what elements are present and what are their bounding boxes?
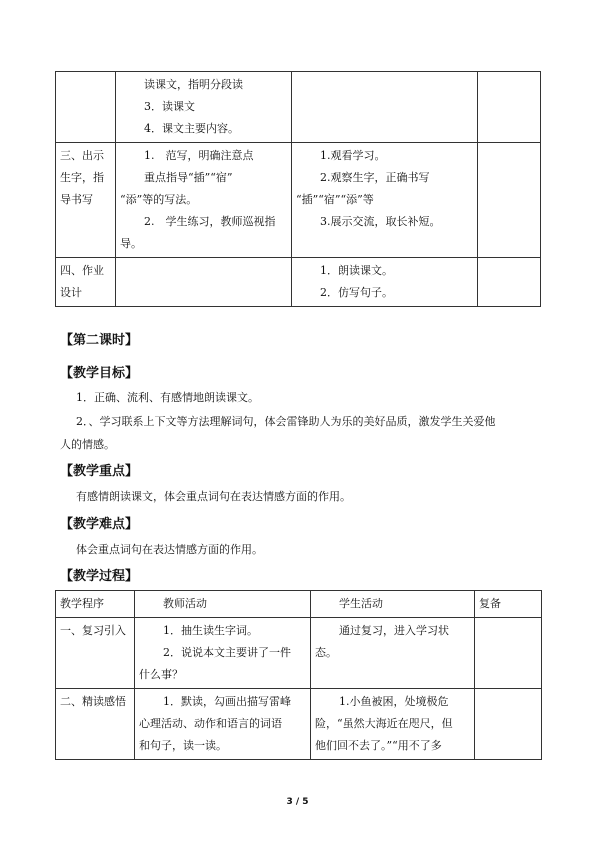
cell-text: 态。 bbox=[315, 646, 337, 659]
step-cell bbox=[56, 143, 116, 258]
step-cell bbox=[56, 72, 116, 143]
page-number: 3 / 5 bbox=[286, 797, 309, 807]
difficult-point-heading: 【教学难点】 bbox=[60, 517, 139, 532]
table-row bbox=[56, 689, 542, 760]
student-cell bbox=[292, 143, 478, 258]
key-point-text: 有感情朗读课文，体会重点词句在表达情感方面的作用。 bbox=[76, 490, 351, 503]
cell-text: 1．默读，勾画出描写雷峰 bbox=[163, 695, 291, 708]
cell-text: “插”“宿”“添”等 bbox=[296, 193, 374, 206]
cell-text: 和句子，读一读。 bbox=[139, 739, 227, 752]
cell-text: 3.展示交流，取长补短。 bbox=[320, 215, 441, 228]
cell-text: 三、出示 bbox=[60, 149, 104, 162]
step-cell bbox=[56, 258, 116, 307]
cell-text: 导。 bbox=[120, 237, 142, 250]
teacher-cell bbox=[135, 618, 311, 689]
table-row bbox=[56, 72, 541, 143]
notes-cell bbox=[478, 72, 541, 143]
table-row bbox=[56, 618, 542, 689]
header-cell bbox=[475, 591, 542, 618]
key-point-heading: 【教学重点】 bbox=[60, 464, 139, 479]
header-cell bbox=[311, 591, 475, 618]
cell-text: 2．仿写句子。 bbox=[320, 286, 393, 299]
cell-text: 1．朗读课文。 bbox=[320, 264, 393, 277]
cell-text: 读课文，指明分段读 bbox=[144, 78, 243, 91]
header-cell bbox=[135, 591, 311, 618]
cell-text: 4．课文主要内容。 bbox=[144, 122, 239, 135]
notes-cell bbox=[475, 689, 542, 760]
cell-text: 他们回不去了。”“用不了多 bbox=[315, 739, 442, 752]
header-notes: 复备 bbox=[479, 597, 501, 610]
cell-text: 3．读课文 bbox=[144, 100, 195, 113]
header-step: 教学程序 bbox=[60, 597, 104, 610]
cell-text: 设计 bbox=[60, 286, 82, 299]
table-header-row bbox=[56, 591, 542, 618]
step-cell bbox=[56, 618, 135, 689]
cell-text: 2.观察生字，正确书写 bbox=[320, 171, 430, 184]
student-cell bbox=[311, 618, 475, 689]
goal-item-2-continued: 人的情感。 bbox=[60, 438, 115, 451]
teacher-cell bbox=[135, 689, 311, 760]
difficult-point-text: 体会重点词句在表达情感方面的作用。 bbox=[76, 543, 263, 556]
header-student: 学生活动 bbox=[339, 597, 383, 610]
cell-text: 1. 范写，明确注意点 bbox=[144, 149, 254, 162]
student-cell bbox=[311, 689, 475, 760]
lesson-table-1 bbox=[55, 71, 541, 307]
teacher-cell bbox=[116, 143, 292, 258]
cell-text: 1.小鱼被困，处境极危 bbox=[339, 695, 449, 708]
lesson-heading: 【第二课时】 bbox=[60, 333, 139, 348]
header-cell bbox=[56, 591, 135, 618]
notes-cell bbox=[478, 258, 541, 307]
table-row bbox=[56, 143, 541, 258]
cell-text: 1.观看学习。 bbox=[320, 149, 386, 162]
goals-heading: 【教学目标】 bbox=[60, 366, 139, 381]
table-row bbox=[56, 258, 541, 307]
teacher-cell bbox=[116, 258, 292, 307]
notes-cell bbox=[475, 618, 542, 689]
student-cell bbox=[292, 258, 478, 307]
cell-text: 生字，指 bbox=[60, 171, 104, 184]
process-heading: 【教学过程】 bbox=[60, 569, 139, 584]
cell-text: 心理活动、动作和语言的词语 bbox=[139, 717, 282, 730]
cell-text: “添”等的写法。 bbox=[120, 193, 198, 206]
cell-text: 一、复习引入 bbox=[60, 624, 126, 637]
header-teacher: 教师活动 bbox=[163, 597, 207, 610]
teacher-cell bbox=[116, 72, 292, 143]
goal-item-2: 2．、学习联系上下文等方法理解词句，体会雷锋助人为乐的美好品质，激发学生关爱他 bbox=[76, 415, 496, 428]
cell-text: 导书写 bbox=[60, 193, 93, 206]
cell-text: 重点指导“插”“宿” bbox=[144, 171, 233, 184]
cell-text: 2. 学生练习，教师巡视指 bbox=[144, 215, 276, 228]
cell-text: 二、精读感悟 bbox=[60, 695, 126, 708]
step-cell bbox=[56, 689, 135, 760]
student-cell bbox=[292, 72, 478, 143]
lesson-table-2 bbox=[55, 590, 542, 760]
notes-cell bbox=[478, 143, 541, 258]
cell-text: 2．说说本文主要讲了一件 bbox=[163, 646, 291, 659]
goal-item-1: 1．正确、流利、有感情地朗读课文。 bbox=[76, 391, 259, 404]
cell-text: 通过复习，进入学习状 bbox=[339, 624, 449, 637]
cell-text: 险，“虽然大海近在咫尺，但 bbox=[315, 717, 453, 730]
cell-text: 四、作业 bbox=[60, 264, 104, 277]
cell-text: 什么事？ bbox=[139, 668, 183, 681]
cell-text: 1．抽生读生字词。 bbox=[163, 624, 258, 637]
